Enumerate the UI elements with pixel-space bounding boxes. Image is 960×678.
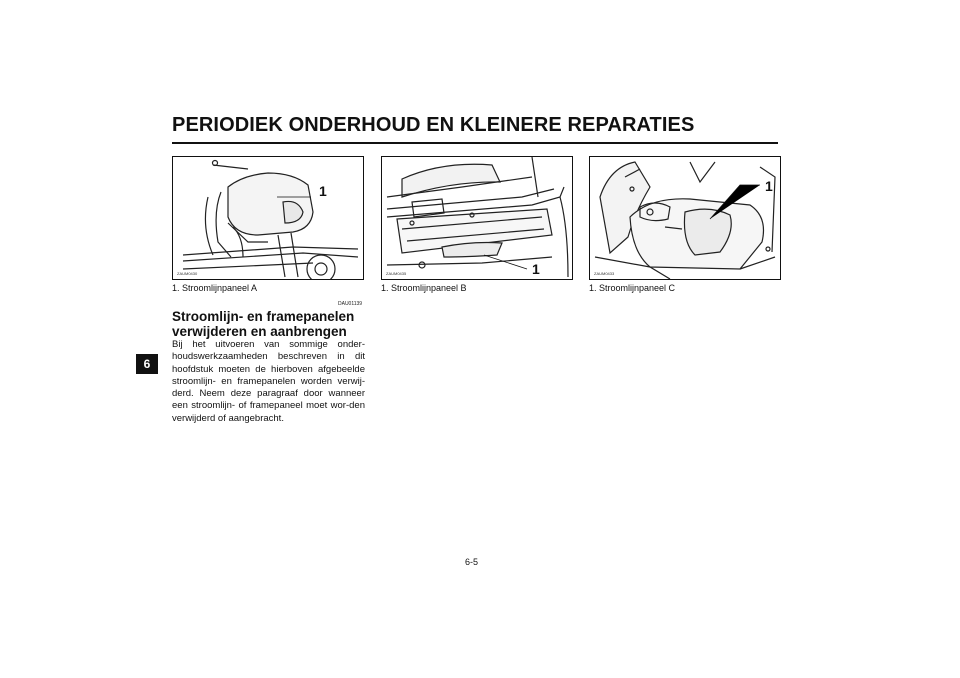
figure-panel-c bbox=[589, 156, 781, 280]
section-code: DAU01139 bbox=[338, 301, 363, 307]
figure-caption-a: 1. Stroomlijnpaneel A bbox=[172, 283, 258, 293]
scooter-side-panel-illustration bbox=[382, 157, 572, 279]
chapter-tab: 6 bbox=[136, 354, 158, 374]
figure-caption-b: 1. Stroomlijnpaneel B bbox=[381, 283, 467, 293]
page-title: PERIODIEK ONDERHOUD EN KLEINERE REPARATIES bbox=[172, 114, 695, 136]
figure-caption-c: 1. Stroomlijnpaneel C bbox=[589, 283, 676, 293]
figure-code: ZAUM0433 bbox=[594, 271, 615, 276]
callout-number: 1 bbox=[319, 183, 327, 199]
figure-panel-b bbox=[381, 156, 573, 280]
figure-panel-a bbox=[172, 156, 364, 280]
scooter-storage-illustration bbox=[590, 157, 780, 279]
section-body: Bij het uitvoeren van sommige onder-houdswerkzaamheden beschreven in dit hoofdstuk moeten de hierboven afgebeelde stroomlijn- en framepanelen worden verwij-derd. Neem deze paragraaf door wanneer een stroomlijn- of framepaneel moet wor-den verwijderd of aangebracht. bbox=[172, 339, 365, 424]
header-rule bbox=[172, 142, 778, 144]
figure-code: ZAUM0435 bbox=[386, 271, 407, 276]
callout-number: 1 bbox=[532, 261, 540, 277]
scooter-front-illustration bbox=[173, 157, 363, 279]
section-heading: Stroomlijn- en framepanelen verwijderen en aanbrengen bbox=[172, 309, 355, 339]
page-number: 6-5 bbox=[465, 557, 479, 567]
figure-code: ZAUM0430 bbox=[177, 271, 198, 276]
callout-number: 1 bbox=[765, 178, 773, 194]
